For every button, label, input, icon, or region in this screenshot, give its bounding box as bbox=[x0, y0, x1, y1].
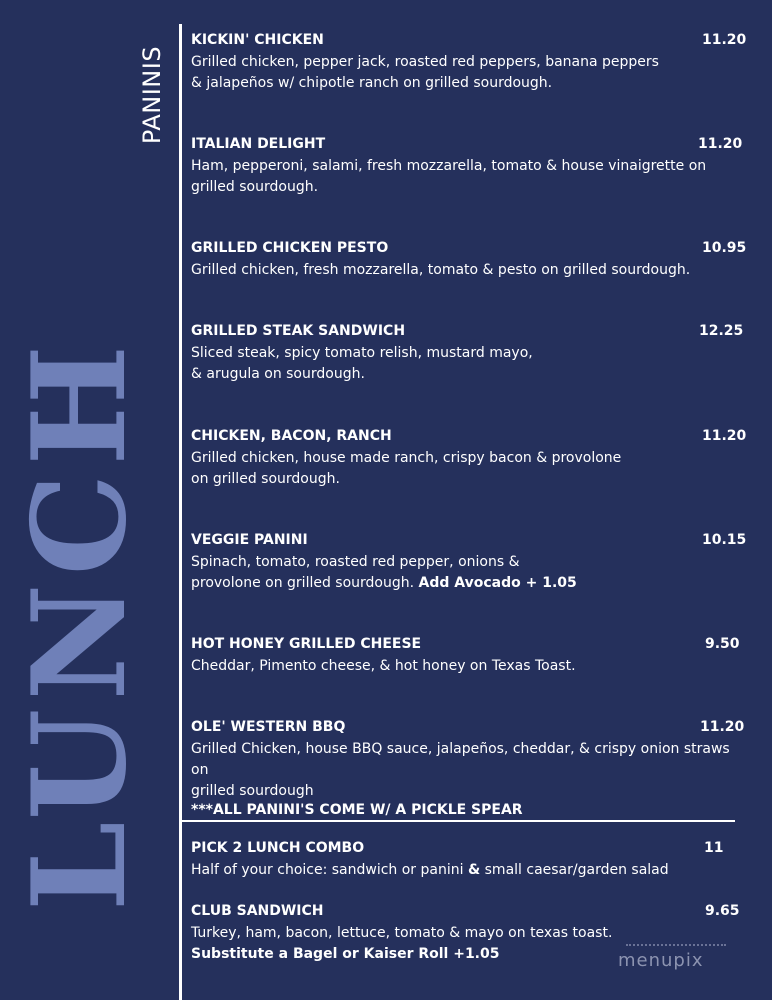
menu-item-kickin-chicken bbox=[191, 31, 747, 94]
pickle-note: ***ALL PANINI'S COME W/ A PICKLE SPEAR bbox=[191, 802, 523, 818]
item-price: 11.20 bbox=[700, 719, 745, 735]
menu-item-lunch-combo bbox=[191, 839, 741, 881]
item-name: HOT HONEY GRILLED CHEESE bbox=[191, 636, 422, 652]
item-price: 11 bbox=[704, 840, 724, 856]
vertical-divider bbox=[179, 24, 182, 1000]
item-description: Grilled Chicken, house BBQ sauce, jalapeños, cheddar, & crispy onion straws on grilled sourdough bbox=[191, 741, 730, 799]
combo-desc-post: small caesar/garden salad bbox=[480, 862, 669, 878]
combo-desc-pre: Half of your choice: sandwich or panini bbox=[191, 862, 468, 878]
item-name: GRILLED CHICKEN PESTO bbox=[191, 240, 389, 256]
menu-item-hot-honey-grilled-cheese bbox=[191, 635, 741, 677]
menu-item-grilled-chicken-pesto bbox=[191, 239, 747, 281]
item-price: 9.50 bbox=[705, 636, 740, 652]
item-name: OLE' WESTERN BBQ bbox=[191, 719, 346, 735]
item-price: 10.15 bbox=[702, 532, 747, 548]
horizontal-divider bbox=[182, 820, 735, 822]
item-price: 11.20 bbox=[698, 136, 743, 152]
menu-item-chicken-bacon-ranch bbox=[191, 427, 747, 490]
item-name: CLUB SANDWICH bbox=[191, 903, 324, 919]
item-name: GRILLED STEAK SANDWICH bbox=[191, 323, 406, 339]
item-description-text: Spinach, tomato, roasted red pepper, onions & provolone on grilled sourdough. bbox=[191, 554, 520, 591]
item-description bbox=[191, 860, 741, 881]
item-price: 11.20 bbox=[702, 32, 747, 48]
menu-item-veggie-panini bbox=[191, 531, 747, 594]
item-price: 10.95 bbox=[702, 240, 747, 256]
item-price: 12.25 bbox=[699, 323, 744, 339]
lunch-title: LUNCH bbox=[5, 336, 155, 912]
item-description: Grilled chicken, pepper jack, roasted red peppers, banana peppers & jalapeños w/ chipotle ranch on grilled sourdough. bbox=[191, 54, 659, 91]
item-price: 11.20 bbox=[702, 428, 747, 444]
item-description: Turkey, ham, bacon, lettuce, tomato & mayo on texas toast. bbox=[191, 925, 613, 941]
item-name: KICKIN' CHICKEN bbox=[191, 32, 324, 48]
item-description: Grilled chicken, fresh mozzarella, tomato & pesto on grilled sourdough. bbox=[191, 262, 691, 278]
item-description: Grilled chicken, house made ranch, crispy bacon & provolone on grilled sourdough. bbox=[191, 450, 622, 487]
menu-item-ole-western-bbq bbox=[191, 718, 745, 802]
item-description: Ham, pepperoni, salami, fresh mozzarella, tomato & house vinaigrette on grilled sourdough. bbox=[191, 158, 707, 195]
combo-desc-amp: & bbox=[467, 862, 481, 878]
addon-avocado: Add Avocado + 1.05 bbox=[418, 575, 577, 591]
menu-item-italian-delight bbox=[191, 135, 741, 198]
watermark-logo: menupix bbox=[618, 950, 704, 971]
menu-item-grilled-steak-sandwich bbox=[191, 322, 744, 385]
item-description bbox=[191, 552, 741, 594]
item-name: VEGGIE PANINI bbox=[191, 532, 308, 548]
section-label-paninis: PANINIS bbox=[138, 45, 166, 145]
item-description: Cheddar, Pimento cheese, & hot honey on Texas Toast. bbox=[191, 658, 576, 674]
club-substitute: Substitute a Bagel or Kaiser Roll +1.05 bbox=[191, 946, 500, 962]
watermark-dots bbox=[626, 944, 726, 947]
item-name: ITALIAN DELIGHT bbox=[191, 136, 326, 152]
item-description: Sliced steak, spicy tomato relish, mustard mayo, & arugula on sourdough. bbox=[191, 345, 533, 382]
item-price: 9.65 bbox=[705, 903, 740, 919]
item-name: PICK 2 LUNCH COMBO bbox=[191, 840, 365, 856]
item-name: CHICKEN, BACON, RANCH bbox=[191, 428, 392, 444]
